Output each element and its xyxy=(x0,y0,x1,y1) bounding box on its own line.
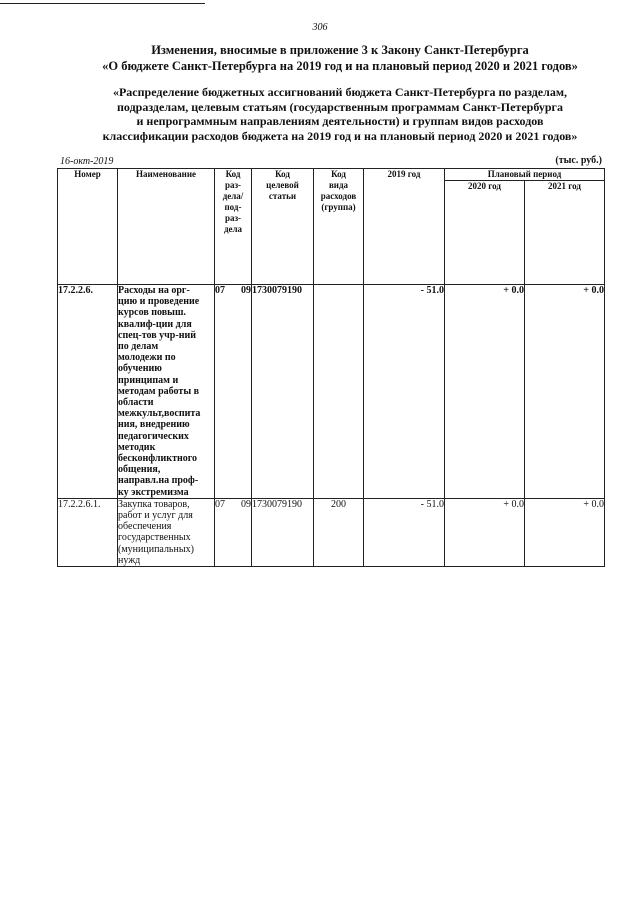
row-kind-code xyxy=(314,285,364,499)
row-2020-amount: + 0.0 xyxy=(445,498,525,566)
name-line: спец-тов учр-ний xyxy=(118,329,196,341)
document-title xyxy=(40,42,640,74)
row-name xyxy=(118,498,215,566)
name-line: обучению xyxy=(118,363,162,375)
header-line: целевой xyxy=(266,180,299,190)
name-line: ку экстремизма xyxy=(118,486,189,498)
row-section-code xyxy=(215,285,252,499)
header-plan-period: Плановый период xyxy=(445,169,605,181)
document-subtitle xyxy=(40,85,640,143)
header-line: расходов xyxy=(320,191,357,201)
row-2021-amount: + 0.0 xyxy=(525,498,605,566)
name-line: общения, xyxy=(118,464,161,476)
row-name xyxy=(118,285,215,499)
header-number: Номер xyxy=(58,169,118,285)
name-line: принципам и xyxy=(118,374,179,386)
header-line: Код xyxy=(225,169,241,179)
name-line: (муниципальных) xyxy=(118,543,194,555)
name-line: по делам xyxy=(118,341,159,353)
name-line: методик xyxy=(118,441,156,453)
subsection-code: 09 xyxy=(241,285,251,296)
name-line: педагогических xyxy=(118,430,189,442)
name-line: бесконфликтного xyxy=(118,453,198,465)
header-line: под- xyxy=(224,202,242,212)
name-line: государственных xyxy=(118,532,191,544)
title-line: «О бюджете Санкт-Петербурга на 2019 год и на плановый период 2020 и 2021 годов» xyxy=(102,59,578,73)
name-line: курсов повыш. xyxy=(118,307,186,319)
name-line: межкульт,воспита xyxy=(118,408,201,420)
name-line: Расходы на орг- xyxy=(118,285,190,296)
document-date: 16-окт-2019 xyxy=(60,156,114,167)
subtitle-line: подразделам, целевым статьям (государственным программам Санкт-Петербурга xyxy=(117,99,563,114)
header-2020: 2020 год xyxy=(445,181,525,285)
row-2019-amount: - 51.0 xyxy=(364,498,445,566)
page-number: 306 xyxy=(312,22,328,33)
header-line: раз- xyxy=(224,180,242,190)
budget-table xyxy=(57,168,605,567)
row-2020-amount: + 0.0 xyxy=(445,285,525,499)
header-2021: 2021 год xyxy=(525,181,605,285)
name-line: области xyxy=(118,397,154,409)
header-target xyxy=(252,169,314,285)
row-section-code xyxy=(215,498,252,566)
name-line: Закупка товаров, xyxy=(118,498,190,510)
subtitle-line: и непрограммным направлениям деятельности) и группам видов расходов xyxy=(136,114,544,128)
header-line: раз- xyxy=(224,213,242,223)
name-line: нужд xyxy=(118,554,141,566)
title-line: Изменения, вносимые в приложение 3 к Закону Санкт-Петербурга xyxy=(151,43,529,57)
name-line: молодежи по xyxy=(118,352,176,364)
table-row xyxy=(58,498,605,566)
header-name: Наименование xyxy=(118,169,215,285)
row-number: 17.2.2.6.1. xyxy=(58,498,118,566)
name-line: работ и услуг для xyxy=(118,510,193,522)
units-label: (тыс. руб.) xyxy=(555,155,602,166)
row-2021-amount: + 0.0 xyxy=(525,285,605,499)
subtitle-line: классификации расходов бюджета на 2019 год и на плановый период 2020 и 2021 годов» xyxy=(102,128,578,143)
name-line: цию и проведение xyxy=(118,296,200,308)
name-line: обеспечения xyxy=(118,521,172,533)
row-target-code: 1730079190 xyxy=(252,285,314,499)
header-line: Код xyxy=(331,169,346,179)
name-line: методам работы в xyxy=(118,385,200,397)
section-code: 07 xyxy=(215,285,225,296)
header-line: (группа) xyxy=(321,202,356,212)
name-line: ния, внедрению xyxy=(118,419,190,431)
row-2019-amount: - 51.0 xyxy=(364,285,445,499)
top-rule xyxy=(0,3,205,4)
header-kind xyxy=(314,169,364,285)
row-kind-code: 200 xyxy=(314,498,364,566)
subtitle-line: «Распределение бюджетных ассигнований бюджета Санкт-Петербурга по разделам, xyxy=(112,85,568,99)
name-line: направл.на проф- xyxy=(118,475,199,487)
header-line: Код xyxy=(275,169,290,179)
header-line: дела xyxy=(223,224,243,234)
header-section xyxy=(215,169,252,285)
header-line: статьи xyxy=(268,191,297,201)
subsection-code: 09 xyxy=(241,498,251,510)
table-row xyxy=(58,285,605,499)
section-code: 07 xyxy=(215,498,225,510)
header-line: дела/ xyxy=(222,191,244,201)
header-2019: 2019 год xyxy=(364,169,445,285)
name-line: квалиф-ции для xyxy=(118,318,192,330)
row-target-code: 1730079190 xyxy=(252,498,314,566)
row-number: 17.2.2.6. xyxy=(58,285,118,499)
header-line: вида xyxy=(328,180,349,190)
